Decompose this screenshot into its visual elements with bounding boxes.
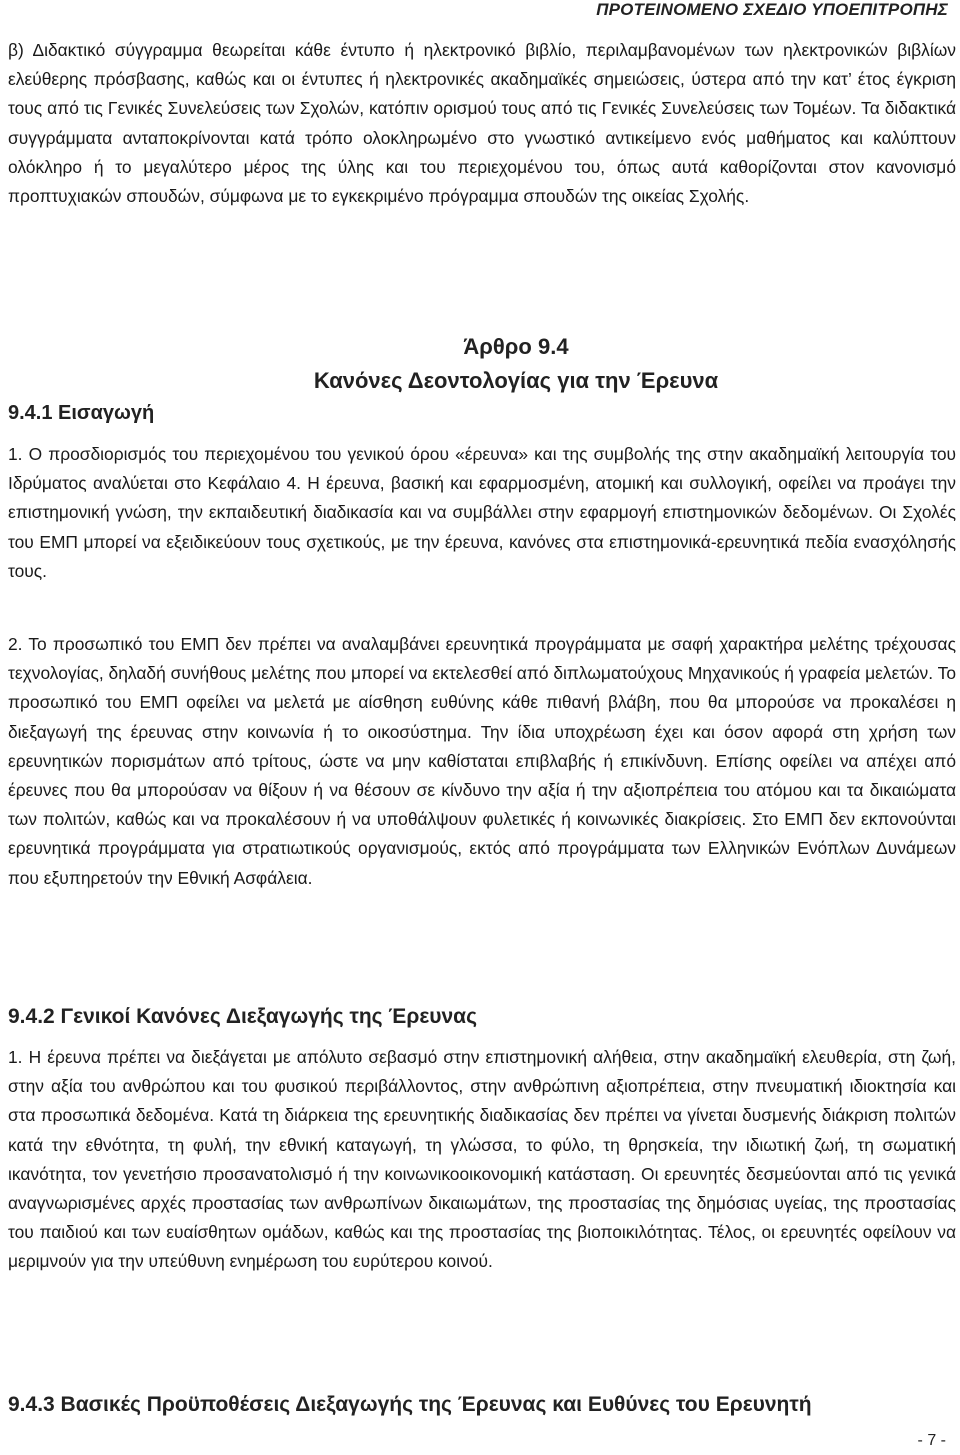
article-number: Άρθρο 9.4: [463, 334, 569, 359]
section-general-paragraph-1: 1. Η έρευνα πρέπει να διεξάγεται με απόλυτο σεβασμό στην επιστημονική αλήθεια, στην ακαδημαϊκή ελευθερία, στη ζωή, στην αξία του ανθρώπου και του φυσικού περιβάλλοντος, στην ανθρώπινη αξιοπρέπεια, στην πνευματική ιδιοκτησία και στα προσωπικά δεδομένα. Κατά τη διάρκεια της ερευνητικής διαδικασίας δεν πρέπει να γίνεται δυσμενής διάκριση πολιτών κατά την εθνότητα, τη φυλή, την εθνική καταγωγή, τη γλώσσα, το φύλο, τη θρησκεία, την ιδιωτική ζωή, τη σωματική ικανότητα, τον γενετήσιο προσανατολισμό ή την κοινωνικοοικονομική κατάσταση. Οι ερευνητές δεσμεύονται από τις γενικά αναγνωρισμένες αρχές προστασίας των ανθρωπίνων δικαιωμάτων, της προστασίας της δημόσιας υγείας, της προστασίας του παιδιού και των ευαίσθητων ομάδων, καθώς και της προστασίας της βιοποικιλότητας. Τέλος, οι ερευνητές οφείλουν να μεριμνούν για την υπεύθυνη ενημέρωση του ευρύτερου κοινού.: [8, 1047, 956, 1272]
section-intro-paragraph-2: 2. Το προσωπικό του ΕΜΠ δεν πρέπει να αναλαμβάνει ερευνητικά προγράμματα με σαφή χαρακτήρα μελέτης τρέχουσας τεχνολογίας, δηλαδή συνήθους μελέτης που μπορεί να εκτελεσθεί από διπλωματούχους Μηχανικούς ή γραφεία μελετών. Το προσωπικό του ΕΜΠ οφείλει να μελετά με αίσθηση ευθύνης κάθε πιθανή βλάβη, που θα μπορούσε να προκαλέσει η διεξαγωγή της έρευνας στην κοινωνία ή το οικοσύστημα. Την ίδια υποχρέωση έχει και όσον αφορά στη χρήση των ερευνητικών πορισμάτων από τρίτους, ώστε να μην καθίσταται επιβλαβής ή επικίνδυνη. Επίσης οφείλει να απέχει από έρευνες που θα μπορούσαν να θίξουν ή να θέσουν σε κίνδυνο την αξία ή την αξιοπρέπεια του ατόμου και τα δικαιώματα των πολιτών, καθώς και να προκαλέσουν ή να υποθάλψουν φυλετικές ή κοινωνικές διακρίσεις. Στο ΕΜΠ δεν εκπονούνται ερευνητικά προγράμματα για στρατιωτικούς οργανισμούς, εκτός από προγράμματα των Ελληνικών Ενόπλων Δυνάμεων που εξυπηρετούν την Εθνική Ασφάλεια.: [8, 634, 956, 888]
article-title: Κανόνες Δεοντολογίας για την Έρευνα: [313, 368, 719, 393]
intro-paragraph: β) Διδακτικό σύγγραμμα θεωρείται κάθε έντυπο ή ηλεκτρονικό βιβλίο, περιλαμβανομένων των ηλεκτρονικών βιβλίων ελεύθερης πρόσβασης, καθώς και οι έντυπες ή ηλεκτρονικές ακαδημαϊκές σημειώσεις, ύστερα από την κατ’ έτος έγκριση τους από τις Γενικές Συνελεύσεις των Σχολών, κατόπιν ορισμού τους από τις Γενικές Συνελεύσεις των Τομέων. Τα διδακτικά συγγράμματα ανταποκρίνονται κατά τρόπο ολοκληρωμένο στο γνωστικό αντικείμενο ενός μαθήματος και καλύπτουν ολόκληρο ή το μεγαλύτερο μέρος της ύλης και του περιεχομένου του, όπως αυτά καθορίζονται στον κανονισμό προπτυχιακών σπουδών, σύμφωνα με το εγκεκριμένο πρόγραμμα σπουδών της οικείας Σχολής.: [8, 40, 956, 207]
page-number: - 7 -: [917, 1432, 946, 1449]
section-heading-intro: 9.4.1 Εισαγωγή: [8, 402, 155, 424]
document-header: ΠΡΟΤΕΙΝΟΜΕΝΟ ΣΧΕΔΙΟ ΥΠΟΕΠΙΤΡΟΠΗΣ: [596, 0, 948, 19]
section-heading-general: 9.4.2 Γενικοί Κανόνες Διεξαγωγής της Έρευνας: [8, 1005, 478, 1028]
section-heading-basic: 9.4.3 Βασικές Προϋποθέσεις Διεξαγωγής της Έρευνας και Ευθύνες του Ερευνητή: [8, 1393, 812, 1416]
section-intro-paragraph-1: 1. Ο προσδιορισμός του περιεχομένου του γενικού όρου «έρευνα» και της συμβολής της στην ακαδημαϊκή λειτουργία του Ιδρύματος αναλύεται στο Κεφάλαιο 4. Η έρευνα, βασική και εφαρμοσμένη, ατομική και συλλογική, οφείλει να προάγει την επιστημονική γνώση, την εκπαιδευτική διαδικασία και να συμβάλλει στην εφαρμογή επιστημονικών δεδομένων. Οι Σχολές του ΕΜΠ μπορεί να εξειδικεύουν τους σχετικούς, με την έρευνα, κανόνες στα επιστημονικά-ερευνητικά πεδία ενασχόλησής τους.: [8, 444, 956, 581]
